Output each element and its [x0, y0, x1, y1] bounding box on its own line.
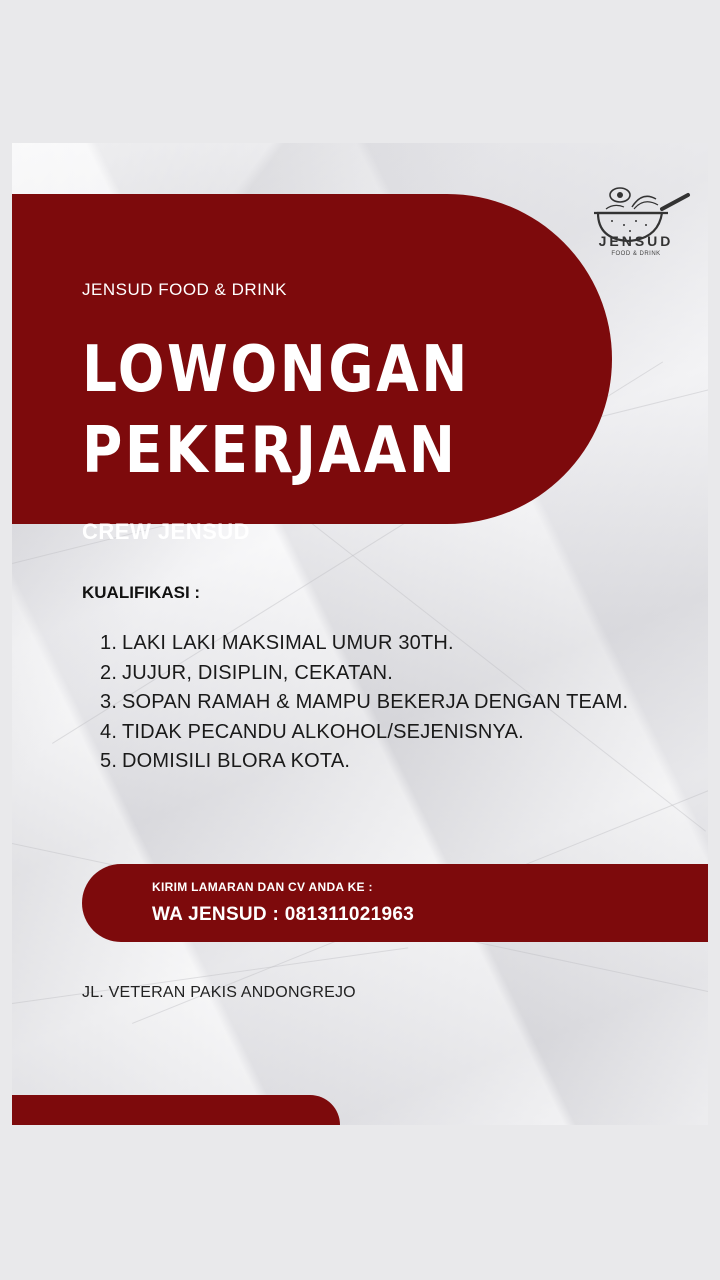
address: JL. VETERAN PAKIS ANDONGREJO [82, 984, 356, 1001]
list-item-text: DOMISILI BLORA KOTA. [122, 750, 351, 772]
hero-banner [12, 194, 612, 544]
list-item-text: SOPAN RAMAH & MAMPU BEKERJA DENGAN TEAM. [122, 691, 629, 713]
contact-banner [82, 864, 708, 942]
qualifications-list [100, 629, 628, 777]
list-item-number: 2. [100, 661, 118, 684]
list-item-number: 1. [100, 632, 118, 654]
job-poster [12, 143, 708, 1125]
list-item [100, 718, 628, 748]
logo-wordmark: JENSUD [598, 233, 674, 249]
list-item-number: 5. [100, 750, 118, 772]
bottom-decor-bar [12, 1095, 340, 1125]
list-item [100, 659, 628, 689]
brand-name: JENSUD FOOD & DRINK [82, 280, 288, 299]
list-item-text: LAKI LAKI MAKSIMAL UMUR 30TH. [122, 632, 454, 654]
list-item-number: 4. [100, 720, 118, 743]
list-item [100, 747, 628, 777]
list-item-text: TIDAK PECANDU ALKOHOL/SEJENISNYA. [122, 720, 524, 743]
qualifications-heading: KUALIFIKASI : [82, 583, 201, 602]
list-item-text: JUJUR, DISIPLIN, CEKATAN. [122, 661, 393, 684]
position-title: CREW JENSUD [82, 519, 251, 544]
headline-line-1: LOWONGAN [82, 333, 470, 407]
list-item-number: 3. [100, 691, 118, 713]
logo-tagline: FOOD & DRINK [611, 251, 661, 257]
contact-label: KIRIM LAMARAN DAN CV ANDA KE : [152, 880, 373, 894]
list-item [100, 688, 628, 718]
list-item [100, 629, 628, 659]
headline-line-2: PEKERJAAN [82, 414, 458, 488]
contact-whatsapp: WA JENSUD : 081311021963 [152, 904, 415, 925]
